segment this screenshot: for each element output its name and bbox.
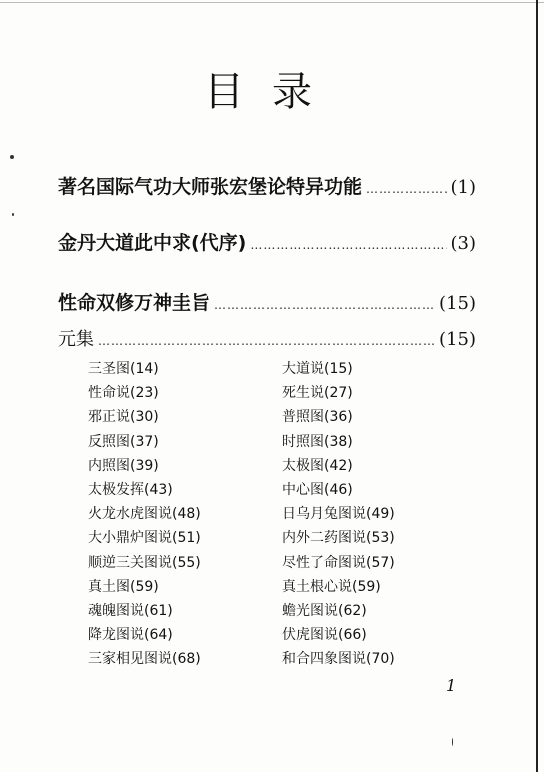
toc-sub-item: 太极图(42) — [282, 457, 353, 474]
toc-sub-item: 中心图(46) — [282, 482, 353, 498]
toc-sub-item: 和合四象图说(70) — [282, 651, 395, 668]
toc-section-title: 元集 — [58, 329, 94, 350]
toc-sub-item: 真土图(59) — [88, 578, 159, 595]
toc-entry-title: 金丹大道此中求(代序) — [58, 232, 247, 254]
toc-sub-item: 大小鼎炉图说(51) — [88, 530, 201, 547]
toc-section-entry — [58, 325, 476, 351]
toc-sub-item: 蟾光图说(62) — [282, 603, 367, 619]
toc-sub-item: 死生说(27) — [282, 385, 353, 402]
toc-leader-dots — [366, 182, 446, 196]
print-speck — [452, 738, 453, 746]
toc-sub-item: 降龙图说(64) — [88, 627, 173, 644]
toc-sub-item: 邪正说(30) — [88, 409, 159, 426]
toc-sub-item: 大道说(15) — [282, 361, 353, 377]
toc-sub-item: 魂魄图说(61) — [88, 603, 173, 619]
toc-entry — [58, 288, 476, 315]
toc-sub-item: 内外二药图说(53) — [282, 530, 395, 547]
toc-entry-page: (1) — [450, 177, 476, 198]
toc-sub-item: 三圣图(14) — [88, 361, 159, 377]
toc-entry — [58, 228, 476, 255]
toc-sub-item: 反照图(37) — [88, 433, 159, 450]
toc-sub-item: 三家相见图说(68) — [88, 651, 201, 668]
toc-leader-dots — [214, 298, 435, 312]
toc-sub-item: 伏虎图说(66) — [282, 627, 367, 644]
toc-sub-item: 普照图(36) — [282, 409, 353, 426]
toc-leader-dots — [250, 238, 446, 252]
toc-section-page: (15) — [439, 329, 476, 350]
toc-leader-dots — [98, 334, 435, 348]
print-speck — [10, 155, 14, 159]
toc-sub-item: 尽性了命图说(57) — [282, 554, 395, 571]
toc-entry — [58, 172, 476, 199]
page-title: 目录 — [204, 69, 340, 115]
toc-sub-item: 真土根心说(59) — [282, 578, 381, 595]
toc-entry-title: 著名国际气功大师张宏堡论特异功能 — [58, 176, 363, 198]
toc-sub-item: 火龙水虎图说(48) — [88, 506, 201, 523]
toc-entry-page: (3) — [450, 233, 476, 254]
toc-entry-title: 性命双修万神圭旨 — [58, 292, 211, 314]
page-top-edge — [0, 2, 544, 3]
toc-sub-item: 顺逆三关图说(55) — [88, 554, 201, 571]
toc-sub-item: 性命说(23) — [88, 385, 159, 402]
page-number: 1 — [446, 676, 457, 695]
toc-sub-item: 太极发挥(43) — [88, 482, 173, 498]
toc-entry-page: (15) — [439, 293, 476, 314]
toc-sub-item: 日乌月兔图说(49) — [282, 506, 395, 523]
print-speck — [12, 213, 14, 216]
toc-sub-item: 时照图(38) — [282, 433, 353, 450]
toc-sub-item: 内照图(39) — [88, 457, 159, 474]
